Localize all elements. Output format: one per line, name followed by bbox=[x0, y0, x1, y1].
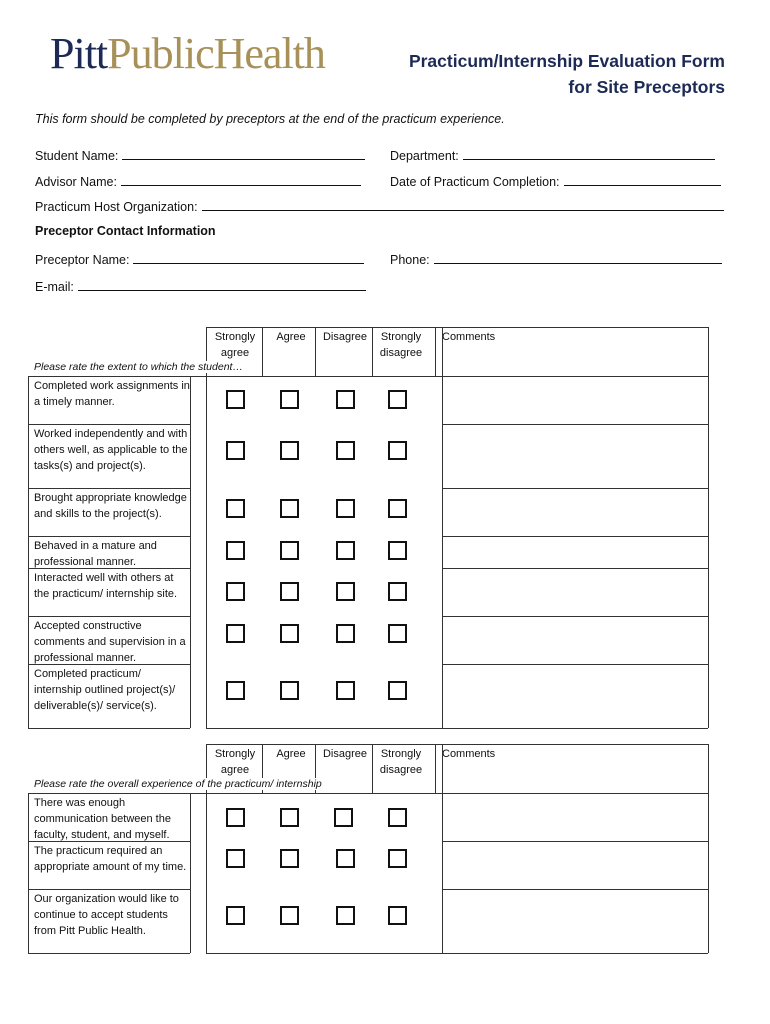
checkbox-strongly-agree[interactable] bbox=[226, 390, 245, 409]
table2-caption: Please rate the overall experience of the practicum/ internship bbox=[34, 778, 322, 790]
department-line[interactable] bbox=[463, 147, 715, 160]
student-name-field[interactable]: Student Name: bbox=[35, 147, 365, 163]
criterion-knowledge: Brought appropriate knowledge and skills to the project(s). bbox=[34, 492, 187, 520]
checkbox-disagree[interactable] bbox=[336, 906, 355, 925]
checkbox-disagree[interactable] bbox=[334, 808, 353, 827]
criterion-timely: Completed work assignments in a timely manner. bbox=[34, 380, 190, 408]
email-line[interactable] bbox=[78, 278, 366, 291]
checkbox-disagree[interactable] bbox=[336, 849, 355, 868]
checkbox-strongly-agree[interactable] bbox=[226, 582, 245, 601]
header-agree: Agree bbox=[276, 331, 306, 343]
form-title-line-1: Practicum/Internship Evaluation Form bbox=[408, 51, 725, 71]
checkbox-strongly-disagree[interactable] bbox=[388, 390, 407, 409]
checkbox-strongly-disagree[interactable] bbox=[388, 681, 407, 700]
header-agree: Agree bbox=[276, 748, 306, 760]
checkbox-strongly-agree[interactable] bbox=[226, 541, 245, 560]
phone-field[interactable]: Phone: bbox=[390, 251, 722, 267]
header-strongly-agree: Strongly agree bbox=[214, 748, 256, 776]
checkbox-strongly-agree[interactable] bbox=[226, 681, 245, 700]
checkbox-strongly-disagree[interactable] bbox=[388, 849, 407, 868]
email-field[interactable]: E-mail: bbox=[35, 278, 366, 294]
checkbox-disagree[interactable] bbox=[336, 441, 355, 460]
header-strongly-agree: Strongly agree bbox=[214, 331, 256, 359]
criterion-mature: Behaved in a mature and professional manner. bbox=[34, 540, 157, 568]
checkbox-agree[interactable] bbox=[280, 390, 299, 409]
pitt-public-health-logo: PittPublicHealth bbox=[50, 29, 325, 78]
header-disagree: Disagree bbox=[322, 748, 368, 760]
criterion-continue: Our organization would like to continue to accept students from Pitt Public Health. bbox=[34, 893, 179, 937]
form-title-line-2: for Site Preceptors bbox=[568, 77, 725, 97]
department-field[interactable]: Department: bbox=[390, 147, 715, 163]
header-strongly-disagree: Strongly disagree bbox=[379, 748, 423, 776]
checkbox-strongly-agree[interactable] bbox=[226, 849, 245, 868]
phone-line[interactable] bbox=[434, 251, 722, 264]
criterion-deliverables: Completed practicum/ internship outlined project(s)/ deliverable(s)/ service(s). bbox=[34, 668, 176, 712]
host-org-field[interactable]: Practicum Host Organization: bbox=[35, 198, 724, 214]
header-comments: Comments bbox=[442, 748, 496, 760]
form-title bbox=[409, 48, 725, 100]
checkbox-strongly-agree[interactable] bbox=[226, 499, 245, 518]
checkbox-disagree[interactable] bbox=[336, 499, 355, 518]
checkbox-agree[interactable] bbox=[280, 499, 299, 518]
checkbox-agree[interactable] bbox=[280, 441, 299, 460]
checkbox-agree[interactable] bbox=[280, 906, 299, 925]
advisor-name-line[interactable] bbox=[121, 173, 361, 186]
checkbox-agree[interactable] bbox=[280, 849, 299, 868]
criterion-independent: Worked independently and with others well, as applicable to the tasks(s) and project(s). bbox=[34, 428, 188, 472]
header-disagree: Disagree bbox=[322, 331, 368, 343]
criterion-supervision: Accepted constructive comments and supervision in a professional manner. bbox=[34, 620, 186, 664]
criterion-time: The practicum required an appropriate amount of my time. bbox=[34, 845, 187, 873]
checkbox-disagree[interactable] bbox=[336, 624, 355, 643]
checkbox-strongly-disagree[interactable] bbox=[388, 441, 407, 460]
checkbox-strongly-disagree[interactable] bbox=[388, 541, 407, 560]
checkbox-strongly-agree[interactable] bbox=[226, 441, 245, 460]
checkbox-disagree[interactable] bbox=[336, 582, 355, 601]
completion-date-line[interactable] bbox=[564, 173, 721, 186]
checkbox-strongly-disagree[interactable] bbox=[388, 906, 407, 925]
checkbox-agree[interactable] bbox=[280, 808, 299, 827]
header-strongly-disagree: Strongly disagree bbox=[379, 331, 423, 359]
completion-date-field[interactable]: Date of Practicum Completion: bbox=[390, 173, 721, 189]
checkbox-strongly-disagree[interactable] bbox=[388, 582, 407, 601]
criterion-interacted: Interacted well with others at the practicum/ internship site. bbox=[34, 572, 178, 600]
checkbox-disagree[interactable] bbox=[336, 541, 355, 560]
advisor-name-field[interactable]: Advisor Name: bbox=[35, 173, 361, 189]
checkbox-agree[interactable] bbox=[280, 582, 299, 601]
intro-text: This form should be completed by preceptors at the end of the practicum experience. bbox=[35, 112, 505, 126]
checkbox-agree[interactable] bbox=[280, 624, 299, 643]
checkbox-strongly-disagree[interactable] bbox=[388, 624, 407, 643]
checkbox-strongly-disagree[interactable] bbox=[388, 499, 407, 518]
header-comments: Comments bbox=[442, 331, 496, 343]
criterion-communication: There was enough communication between the faculty, student, and myself. bbox=[34, 797, 171, 841]
checkbox-agree[interactable] bbox=[280, 681, 299, 700]
checkbox-disagree[interactable] bbox=[336, 390, 355, 409]
checkbox-disagree[interactable] bbox=[336, 681, 355, 700]
table1-caption: Please rate the extent to which the student… bbox=[34, 361, 243, 373]
checkbox-agree[interactable] bbox=[280, 541, 299, 560]
preceptor-name-field[interactable]: Preceptor Name: bbox=[35, 251, 364, 267]
preceptor-section-heading: Preceptor Contact Information bbox=[35, 224, 216, 238]
host-org-line[interactable] bbox=[202, 198, 724, 211]
checkbox-strongly-agree[interactable] bbox=[226, 624, 245, 643]
student-name-line[interactable] bbox=[122, 147, 365, 160]
checkbox-strongly-disagree[interactable] bbox=[388, 808, 407, 827]
checkbox-strongly-agree[interactable] bbox=[226, 808, 245, 827]
preceptor-name-line[interactable] bbox=[133, 251, 364, 264]
checkbox-strongly-agree[interactable] bbox=[226, 906, 245, 925]
